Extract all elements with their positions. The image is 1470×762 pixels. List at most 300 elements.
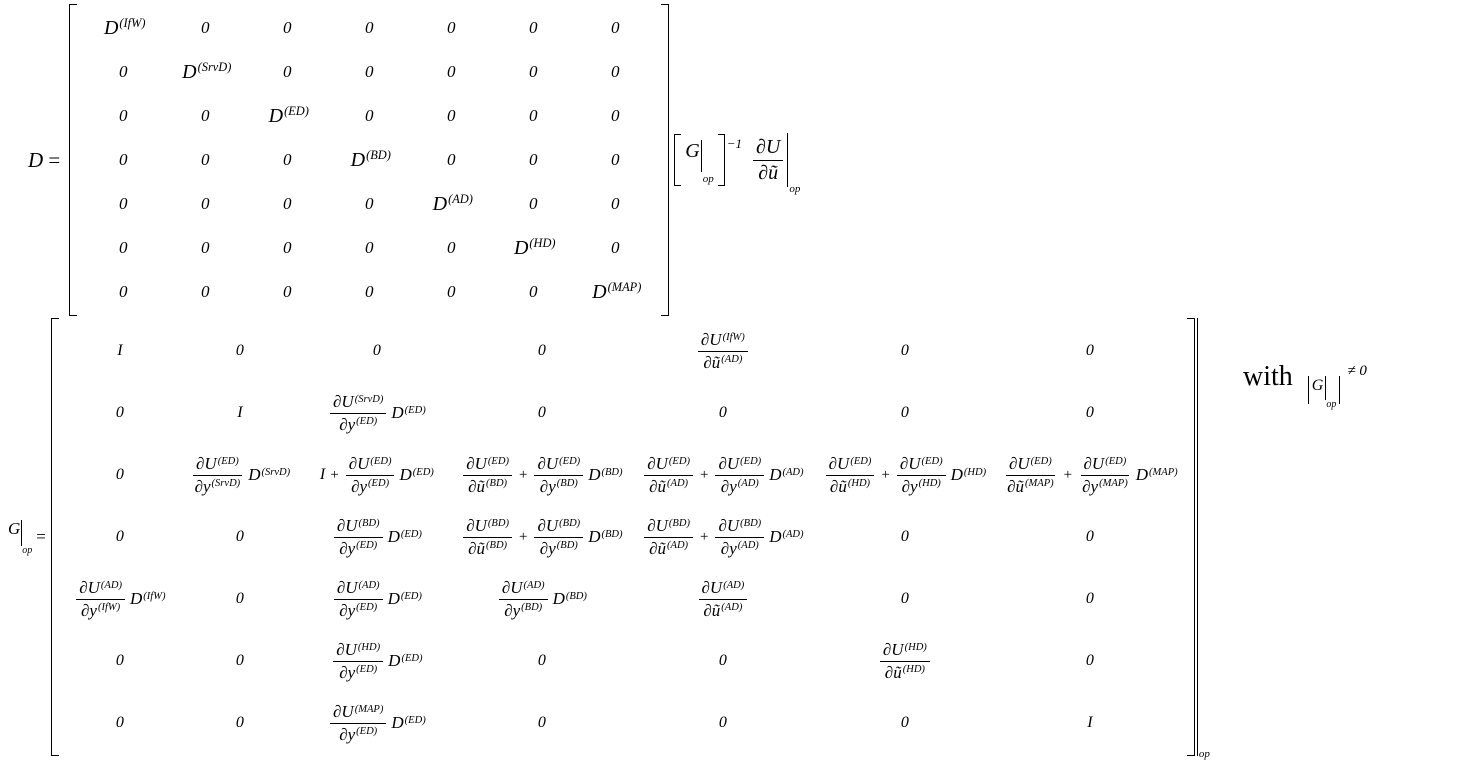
matrix-cell <box>447 62 456 82</box>
matrix-entry-text: 0 <box>365 238 374 257</box>
matrix-cell <box>283 150 292 170</box>
fraction-denominator <box>537 476 581 496</box>
superscript: (IfW) <box>143 590 166 602</box>
partial-symbol: ∂ũ <box>649 476 667 496</box>
matrix-symbol-with-superscript <box>388 589 422 609</box>
superscript: (ED) <box>400 590 422 602</box>
matrix-cell <box>611 194 620 214</box>
matrix-entry-text: 0 <box>529 194 538 213</box>
partial-symbol: ∂U <box>79 578 100 598</box>
superscript: (BD) <box>601 528 623 540</box>
matrix-entry-text: 0 <box>365 194 374 213</box>
matrix-cell <box>611 150 620 170</box>
partial-symbol: ∂U <box>348 454 370 474</box>
partial-symbol: ∂U <box>196 454 217 474</box>
matrix-entry-text: 0 <box>529 150 538 169</box>
base-symbol: D <box>391 713 404 732</box>
matrix-symbol-with-superscript <box>351 149 391 172</box>
plus-operator: + <box>699 466 709 483</box>
matrix-entry-text: 0 <box>372 342 381 359</box>
matrix-entry-text: 0 <box>115 714 124 731</box>
partial-symbol: ∂ũ <box>468 476 486 496</box>
matrix-entry-text: 0 <box>447 18 456 37</box>
base-symbol: D <box>588 465 601 484</box>
matrix-cell <box>1087 714 1092 732</box>
D-diagonal-matrix <box>69 4 669 316</box>
matrix-entry-text: 0 <box>529 62 538 81</box>
matrix-entry-text: 0 <box>283 238 292 257</box>
superscript: (AD) <box>448 192 473 207</box>
matrix-cell <box>529 150 538 170</box>
matrix-entry-text: 0 <box>201 18 210 37</box>
superscript: (ED) <box>356 602 378 614</box>
matrix-cell <box>1086 590 1094 608</box>
matrix-entry-text: 0 <box>201 282 210 301</box>
matrix-entry-text: 0 <box>119 194 128 213</box>
matrix-cell <box>116 528 124 546</box>
matrix-symbol-with-superscript <box>269 105 309 128</box>
superscript: (ED) <box>1105 456 1127 468</box>
matrix-cell <box>236 590 244 608</box>
partial-symbol: ∂U <box>501 578 523 598</box>
partial-derivative-fraction <box>334 578 383 619</box>
matrix-cell <box>119 282 128 302</box>
fraction-numerator <box>1081 454 1130 475</box>
matrix-symbol-with-superscript <box>588 527 622 547</box>
fraction-denominator <box>336 414 380 434</box>
matrix-cell <box>901 528 909 546</box>
matrix-cell <box>365 194 374 214</box>
matrix-cell <box>74 578 165 619</box>
matrix-symbol-with-superscript <box>130 589 166 609</box>
matrix-cell <box>1086 404 1094 422</box>
superscript: (ED) <box>487 456 509 468</box>
fraction-denominator <box>192 476 244 496</box>
matrix-cell <box>589 281 641 304</box>
matrix-symbol-with-superscript <box>951 465 987 485</box>
superscript: (AD) <box>737 478 759 490</box>
matrix-cell <box>611 62 620 82</box>
matrix-entry-text: 0 <box>365 62 374 81</box>
matrix-entry-text: 0 <box>900 528 909 545</box>
left-bracket <box>51 318 59 756</box>
plus-operator: + <box>1063 466 1073 483</box>
matrix-entry-text: 0 <box>611 150 620 169</box>
partial-derivative-fraction <box>334 516 383 557</box>
matrix-entry-text: 0 <box>119 150 128 169</box>
right-bracket <box>661 4 669 316</box>
partial-symbol: ∂U <box>647 454 668 474</box>
matrix-symbol-with-superscript <box>388 651 422 671</box>
matrix-cell <box>117 342 122 360</box>
partial-symbol: ∂y <box>339 600 356 620</box>
matrix-entry-text: 0 <box>529 18 538 37</box>
fraction-numerator <box>330 702 386 723</box>
superscript: (ED) <box>404 404 426 416</box>
matrix-entry-text: 0 <box>718 652 727 669</box>
superscript: (IfW) <box>119 16 146 31</box>
matrix-entry-text: 0 <box>1085 404 1094 421</box>
superscript: (ED) <box>356 540 378 552</box>
plus-operator: + <box>699 528 709 545</box>
superscript: (BD) <box>668 518 690 530</box>
base-symbol: D <box>552 589 565 608</box>
matrix-cell <box>642 454 803 495</box>
matrix-symbol-with-superscript <box>104 17 146 40</box>
matrix-symbol-with-superscript <box>182 61 231 84</box>
matrix-entry-text: 0 <box>611 238 620 257</box>
superscript: (ED) <box>400 528 422 540</box>
partial-symbol: ∂ũ <box>703 352 721 372</box>
fraction-denominator <box>465 538 510 558</box>
partial-symbol: ∂U <box>336 578 358 598</box>
matrix-cell <box>901 590 909 608</box>
G-evaluated-at-op <box>8 519 33 556</box>
matrix-symbol-with-superscript <box>769 465 803 485</box>
fraction-denominator <box>1079 476 1131 496</box>
fraction-denominator <box>646 476 691 496</box>
partial-derivative-fraction <box>333 640 383 681</box>
superscript: (BD) <box>740 518 762 530</box>
partial-derivative-fraction <box>330 392 386 433</box>
fraction-numerator <box>463 516 512 537</box>
fraction-denominator <box>718 476 762 496</box>
superscript: (BD) <box>486 478 508 490</box>
right-bracket <box>718 134 725 186</box>
matrix-entry-text: 0 <box>537 342 546 359</box>
superscript: (SrvD) <box>261 466 291 478</box>
fraction-denominator <box>465 476 510 496</box>
matrix-cell <box>611 238 620 258</box>
fraction-denominator <box>646 538 691 558</box>
matrix-cell <box>365 238 374 258</box>
partial-derivative-fraction <box>699 578 748 619</box>
matrix-entry-text: 0 <box>201 194 210 213</box>
partial-symbol: ∂U <box>537 454 559 474</box>
partial-symbol: ∂ũ <box>829 476 847 496</box>
partial-derivative-fraction <box>715 454 764 495</box>
fraction-numerator <box>534 454 583 475</box>
op-subscript: op <box>702 173 714 185</box>
op-subscript: op <box>789 183 801 195</box>
matrix-cell <box>328 702 426 743</box>
fraction-denominator <box>718 538 762 558</box>
superscript: (BD) <box>521 602 543 614</box>
matrix-symbol-with-superscript <box>388 527 422 547</box>
determinant-bar-left <box>1308 376 1309 404</box>
base-symbol: D <box>769 465 782 484</box>
matrix-entry-text: 0 <box>447 106 456 125</box>
matrix-entry-text: 0 <box>900 404 909 421</box>
matrix-entry-text: 0 <box>365 18 374 37</box>
matrix-cell <box>511 237 556 260</box>
partial-symbol: ∂U <box>1083 454 1105 474</box>
fraction-numerator: ∂U <box>753 136 783 160</box>
base-symbol: D <box>432 192 448 215</box>
superscript: (HD) <box>847 478 871 490</box>
matrix-cell <box>236 652 244 670</box>
matrix-cell <box>119 238 128 258</box>
evaluation-bar <box>787 133 788 187</box>
matrix-cell <box>538 652 546 670</box>
matrix-cell <box>332 516 422 557</box>
partial-symbol: ∂U <box>701 578 723 598</box>
matrix-entry-text: I <box>1087 714 1093 731</box>
matrix-entry-text: 0 <box>119 238 128 257</box>
superscript: (ED) <box>850 456 872 468</box>
matrix-entry-text: 0 <box>365 282 374 301</box>
matrix-cell <box>179 61 231 84</box>
op-subscript: op <box>1326 399 1337 410</box>
partial-symbol: ∂U <box>333 702 354 722</box>
superscript: (MAP) <box>1099 478 1128 490</box>
partial-symbol: ∂y <box>720 538 737 558</box>
eq1-equals-sign: = <box>48 147 61 172</box>
matrix-entry-text: 0 <box>537 404 546 421</box>
fraction-denominator <box>501 600 545 620</box>
base-symbol: D <box>388 651 401 670</box>
dU-du-derivative <box>751 131 801 195</box>
matrix-entry-text: 0 <box>611 106 620 125</box>
fraction-denominator <box>882 662 928 682</box>
matrix-cell <box>283 194 292 214</box>
superscript: (ED) <box>356 726 378 738</box>
matrix-entry-text: 0 <box>900 590 909 607</box>
matrix-symbol-with-superscript <box>1136 465 1178 485</box>
with-word: with <box>1243 361 1293 392</box>
eq2-equals-sign: = <box>36 527 46 546</box>
superscript: (ED) <box>370 456 392 468</box>
matrix-cell <box>901 714 909 732</box>
superscript: (ED) <box>368 478 390 490</box>
fraction-denominator <box>700 600 745 620</box>
matrix-cell <box>696 330 750 371</box>
plus-operator: + <box>518 528 528 545</box>
superscript: (ED) <box>404 714 426 726</box>
matrix-cell <box>201 238 210 258</box>
matrix-entry-text: I <box>319 466 326 483</box>
superscript: (BD) <box>556 478 578 490</box>
fraction-denominator <box>336 600 380 620</box>
base-symbol: D <box>592 280 607 303</box>
fraction-numerator <box>463 454 512 475</box>
superscript: (AD) <box>782 466 804 478</box>
nonzero-relation: ≠ 0 <box>1347 363 1367 379</box>
equation-G <box>8 318 1210 760</box>
superscript: (MAP) <box>607 280 642 295</box>
base-symbol: D <box>513 236 529 259</box>
matrix-cell <box>529 18 538 38</box>
matrix-entry-text: 0 <box>1085 342 1094 359</box>
matrix-symbol-with-superscript <box>399 465 433 485</box>
fraction-denominator <box>336 724 380 744</box>
matrix-cell <box>538 342 546 360</box>
superscript: (AD) <box>723 580 745 592</box>
matrix-entry-text: 0 <box>283 194 292 213</box>
matrix-cell <box>447 18 456 38</box>
partial-symbol: ∂U <box>828 454 850 474</box>
partial-symbol: ∂y <box>339 724 356 744</box>
superscript: (HD) <box>902 664 925 676</box>
matrix-symbol-with-superscript <box>553 589 587 609</box>
G-symbol: G <box>8 519 21 538</box>
matrix-symbol-with-superscript <box>588 465 622 485</box>
matrix-entry-text: 0 <box>447 150 456 169</box>
fraction-numerator <box>698 330 748 351</box>
matrix-cell <box>320 454 434 495</box>
op-subscript: op <box>1198 748 1210 760</box>
fraction-denominator <box>899 476 944 496</box>
base-symbol: D <box>391 403 404 422</box>
superscript: (MAP) <box>354 704 384 716</box>
fraction-numerator <box>1006 454 1055 475</box>
partial-symbol: ∂ũ <box>649 538 667 558</box>
partial-derivative-fraction <box>644 516 693 557</box>
superscript: (ED) <box>217 456 239 468</box>
matrix-cell <box>611 18 620 38</box>
superscript: (ED) <box>284 104 309 119</box>
superscript: (ED) <box>559 456 581 468</box>
matrix-entry-text: 0 <box>201 150 210 169</box>
fraction-numerator <box>715 454 764 475</box>
matrix-entry-text: 0 <box>537 714 546 731</box>
superscript: (ED) <box>356 416 378 428</box>
matrix-cell <box>236 714 244 732</box>
G-matrix-cells <box>59 318 1187 756</box>
matrix-entry-text: 0 <box>611 194 620 213</box>
partial-derivative-fraction <box>192 454 244 495</box>
matrix-entry-text: 0 <box>115 652 124 669</box>
matrix-entry-text: 0 <box>235 342 244 359</box>
matrix-entry-text: 0 <box>537 652 546 669</box>
partial-symbol: ∂y <box>194 476 211 496</box>
base-symbol: D <box>248 465 261 484</box>
partial-symbol: ∂ũ <box>703 600 721 620</box>
fraction-numerator <box>897 454 946 475</box>
superscript: (BD) <box>486 540 508 552</box>
matrix-cell <box>611 106 620 126</box>
partial-symbol: ∂U <box>647 516 668 536</box>
matrix-cell <box>719 714 727 732</box>
matrix-symbol-with-superscript <box>769 527 803 547</box>
eq2-lhs <box>8 520 46 554</box>
matrix-cell <box>201 194 210 214</box>
superscript: (ED) <box>401 652 423 664</box>
partial-symbol: ∂U <box>336 516 358 536</box>
matrix-cell <box>283 282 292 302</box>
partial-symbol: ∂y <box>1082 476 1099 496</box>
partial-symbol: ∂ũ <box>1007 476 1024 496</box>
partial-derivative-fraction <box>1079 454 1131 495</box>
G-evaluated-at-op <box>685 140 714 185</box>
matrix-cell <box>538 404 546 422</box>
superscript: (AD) <box>721 602 743 614</box>
superscript: (MAP) <box>1149 466 1178 478</box>
partial-symbol: ∂y <box>81 600 97 620</box>
matrix-cell <box>365 282 374 302</box>
matrix-cell <box>901 404 909 422</box>
matrix-entry-text: 0 <box>1085 528 1094 545</box>
matrix-cell <box>283 238 292 258</box>
superscript: (AD) <box>782 528 804 540</box>
partial-derivative-fraction <box>330 702 386 743</box>
fraction-numerator <box>334 516 383 537</box>
partial-derivative-fraction <box>1004 454 1057 495</box>
matrix-cell <box>332 578 422 619</box>
partial-derivative-fraction <box>346 454 395 495</box>
matrix-cell <box>119 62 128 82</box>
partial-symbol: ∂y <box>504 600 521 620</box>
partial-symbol: ∂U <box>333 392 354 412</box>
base-symbol: D <box>387 527 400 546</box>
evaluation-bar <box>1325 376 1326 400</box>
matrix-entry-text: 0 <box>1085 590 1094 607</box>
matrix-symbol-with-superscript <box>514 237 556 260</box>
matrix-cell <box>201 106 210 126</box>
D-matrix-cells <box>77 4 661 316</box>
partial-symbol: ∂U <box>882 640 904 660</box>
inverse-exponent: −1 <box>726 136 742 151</box>
partial-symbol: ∂y <box>339 414 356 434</box>
matrix-cell <box>878 640 932 681</box>
superscript: (HD) <box>904 642 927 654</box>
superscript: (ED) <box>740 456 762 468</box>
matrix-cell <box>119 194 128 214</box>
partial-symbol: ∂U <box>718 454 740 474</box>
matrix-cell <box>447 150 456 170</box>
eq1-lhs <box>28 148 60 173</box>
superscript: (HD) <box>918 478 941 490</box>
fraction-numerator <box>826 454 875 475</box>
superscript: (BD) <box>556 540 578 552</box>
evaluation-bar <box>701 140 702 172</box>
matrix-cell <box>461 454 622 495</box>
fraction-numerator <box>333 640 383 661</box>
fraction-numerator <box>76 578 125 599</box>
evaluation-bar <box>1197 318 1198 756</box>
matrix-entry-text: 0 <box>447 62 456 81</box>
matrix-symbol-with-superscript <box>391 713 425 733</box>
G-jacobian-matrix <box>51 318 1210 760</box>
partial-derivative-fraction <box>826 454 875 495</box>
superscript: (SrvD) <box>211 478 241 490</box>
matrix-cell <box>1086 342 1094 360</box>
partial-symbol: ∂U <box>336 640 357 660</box>
base-symbol: D <box>399 465 412 484</box>
matrix-entry-text: 0 <box>201 238 210 257</box>
partial-derivative-fraction <box>880 640 930 681</box>
partial-derivative-fraction <box>76 578 125 619</box>
matrix-cell <box>365 62 374 82</box>
partial-symbol: ∂U <box>466 454 487 474</box>
fraction-denominator <box>700 352 745 372</box>
matrix-cell <box>447 282 456 302</box>
superscript: (BD) <box>565 590 587 602</box>
plus-operator: + <box>330 466 339 483</box>
matrix-cell <box>461 516 622 557</box>
superscript: (ED) <box>412 466 434 478</box>
matrix-cell <box>266 105 309 128</box>
matrix-cell <box>529 282 538 302</box>
matrix-cell <box>373 342 381 360</box>
base-symbol: D <box>950 465 963 484</box>
fraction-numerator <box>330 392 386 413</box>
matrix-cell <box>331 640 422 681</box>
matrix-cell <box>697 578 750 619</box>
matrix-entry-text: 0 <box>201 106 210 125</box>
base-symbol: D <box>769 527 782 546</box>
matrix-cell <box>116 652 124 670</box>
